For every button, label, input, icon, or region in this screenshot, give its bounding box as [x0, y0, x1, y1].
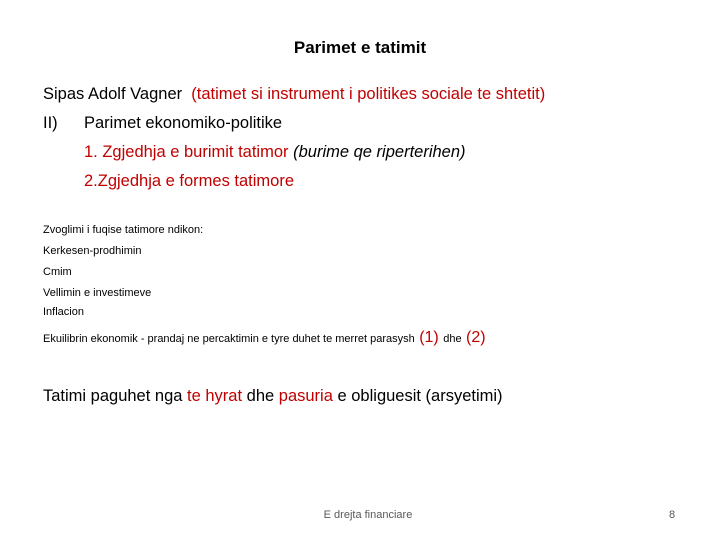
- tax-line-wealth: pasuria: [278, 387, 333, 405]
- tax-line-p2: dhe: [246, 387, 275, 405]
- ref-two: (2): [466, 329, 486, 346]
- line-source-choice: [84, 143, 466, 162]
- equilibrium-line: [43, 329, 486, 347]
- page-number: 8: [669, 509, 676, 521]
- tax-line: [43, 387, 503, 406]
- equilibrium-text: Ekuilibrin ekonomik - prandaj ne percaktimin e tyre duhet te merret parasysh: [43, 333, 415, 345]
- line1-prefix: Sipas Adolf Vagner: [43, 85, 183, 103]
- line-adolf-vagner: [43, 85, 545, 104]
- line2-number: II): [43, 114, 58, 132]
- footer-course: E drejta financiare: [323, 509, 413, 521]
- line-principles-heading: [43, 114, 282, 133]
- slide-title: Parimet e tatimit: [293, 38, 427, 57]
- tax-line-p1: Tatimi paguhet nga: [43, 387, 183, 405]
- ref-one: (1): [419, 329, 439, 346]
- small-list-item: Vellimin e investimeve: [43, 287, 152, 299]
- line-form-choice: 2.Zgjedhja e formes tatimore: [84, 172, 295, 190]
- tax-line-p3: e obliguesit (arsyetimi): [337, 387, 503, 405]
- tax-line-income: te hyrat: [187, 387, 243, 405]
- line3-note: (burime qe riperterihen): [293, 143, 466, 161]
- line3-label: 1. Zgjedhja e burimit tatimor: [84, 143, 289, 161]
- line1-paren: (tatimet si instrument i politikes sociale te shtetit): [191, 85, 546, 103]
- line2-text: Parimet ekonomiko-politike: [84, 114, 283, 132]
- small-list-item: Kerkesen-prodhimin: [43, 245, 142, 257]
- small-list-item: Cmim: [43, 266, 72, 278]
- small-list-item: Inflacion: [43, 306, 84, 318]
- equilibrium-conj: dhe: [443, 333, 462, 345]
- small-list-item: Zvoglimi i fuqise tatimore ndikon:: [43, 224, 204, 236]
